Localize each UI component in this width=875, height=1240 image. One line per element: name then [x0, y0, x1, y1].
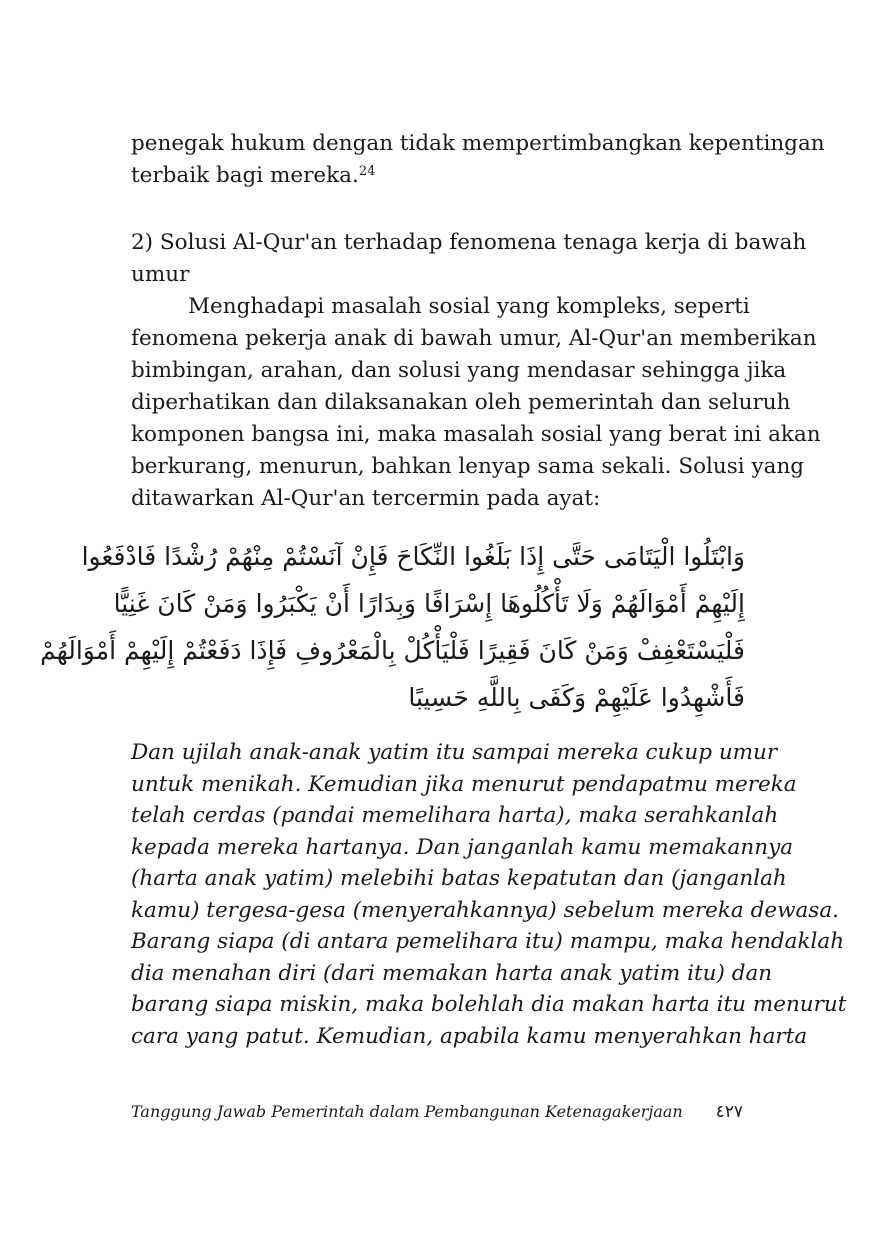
arabic-verse-line: فَأَشْهِدُوا عَلَيْهِمْ وَكَفَى بِاللَّهِ حَسِيبًا: [408, 683, 745, 712]
spacer: [131, 192, 745, 227]
section-heading-line-1: 2) Solusi Al-Qur'an terhadap fenomena tenaga kerja di bawah: [131, 230, 807, 255]
intro-line-2-text: terbaik bagi mereka.: [131, 163, 359, 188]
main-line: komponen bangsa ini, maka masalah sosial yang berat ini akan: [131, 422, 821, 447]
translation-line: dia menahan diri (dari memakan harta anak yatim itu) dan: [131, 960, 773, 986]
main-line: bimbingan, arahan, dan solusi yang mendasar sehingga jika: [131, 358, 787, 383]
arabic-verse-line: فَلْيَسْتَعْفِفْ وَمَنْ كَانَ فَقِيرًا فَلْيَأْكُلْ بِالْمَعْرُوفِ فَإِذَا دَفَعْتُمْ إِلَيْهِمْ أَمْوَالَهُمْ: [40, 636, 745, 665]
arabic-verse-line: وَابْتَلُوا الْيَتَامَى حَتَّى إِذَا بَلَغُوا النِّكَاحَ فَإِنْ آنَسْتُمْ مِنْهُمْ رُشْدًا فَادْفَعُوا: [81, 542, 745, 571]
verse-translation: [131, 737, 847, 1052]
main-paragraph: [131, 291, 821, 515]
intro-line-1: penegak hukum dengan tidak mempertimbangkan kepentingan: [131, 131, 825, 156]
page-footer: [131, 1100, 745, 1124]
main-line: Menghadapi masalah sosial yang kompleks, seperti: [188, 294, 750, 319]
translation-line: telah cerdas (pandai memelihara harta), maka serahkanlah: [131, 803, 779, 828]
translation-line: (harta anak yatim) melebihi batas kepatutan dan (janganlah: [131, 866, 787, 891]
running-title: Tanggung Jawab Pemerintah dalam Pembangunan Ketenagakerjaan: [131, 1102, 683, 1121]
translation-line: kepada mereka hartanya. Dan janganlah kamu memakannya: [131, 834, 794, 860]
page-body: [40, 128, 847, 1052]
section-heading-line-2: umur: [131, 262, 190, 287]
translation-line: kamu) tergesa-gesa (menyerahkannya) sebelum mereka dewasa.: [131, 897, 839, 923]
translation-line: cara yang patut. Kemudian, apabila kamu menyerahkan harta: [131, 1023, 808, 1049]
main-line: ditawarkan Al-Qur'an tercermin pada ayat:: [131, 486, 601, 511]
intro-line-2: [131, 160, 745, 192]
intro-paragraph: [131, 128, 825, 192]
translation-line: Dan ujilah anak-anak yatim itu sampai mereka cukup umur: [131, 740, 778, 765]
arabic-verse-line: إِلَيْهِمْ أَمْوَالَهُمْ وَلَا تَأْكُلُوهَا إِسْرَافًا وَبِدَارًا أَنْ يَكْبَرُوا وَمَنْ كَانَ غَنِيًّا: [113, 589, 745, 618]
section-heading: [131, 227, 807, 291]
translation-line: barang siapa miskin, maka bolehlah dia makan harta itu menurut: [131, 992, 847, 1017]
translation-line: untuk menikah. Kemudian jika menurut pendapatmu mereka: [131, 771, 797, 797]
main-line: fenomena pekerja anak di bawah umur, Al-Qur'an memberikan: [131, 326, 817, 351]
footnote-reference[interactable]: 24: [358, 164, 376, 179]
main-line: diperhatikan dan dilaksanakan oleh pemerintah dan seluruh: [131, 390, 791, 415]
arabic-verse: [40, 533, 745, 721]
main-line: berkurang, menurun, bahkan lenyap sama sekali. Solusi yang: [131, 454, 805, 479]
translation-line: Barang siapa (di antara pemelihara itu) mampu, maka hendaklah: [131, 929, 845, 954]
page-number: ٤٢٧: [715, 1102, 743, 1122]
